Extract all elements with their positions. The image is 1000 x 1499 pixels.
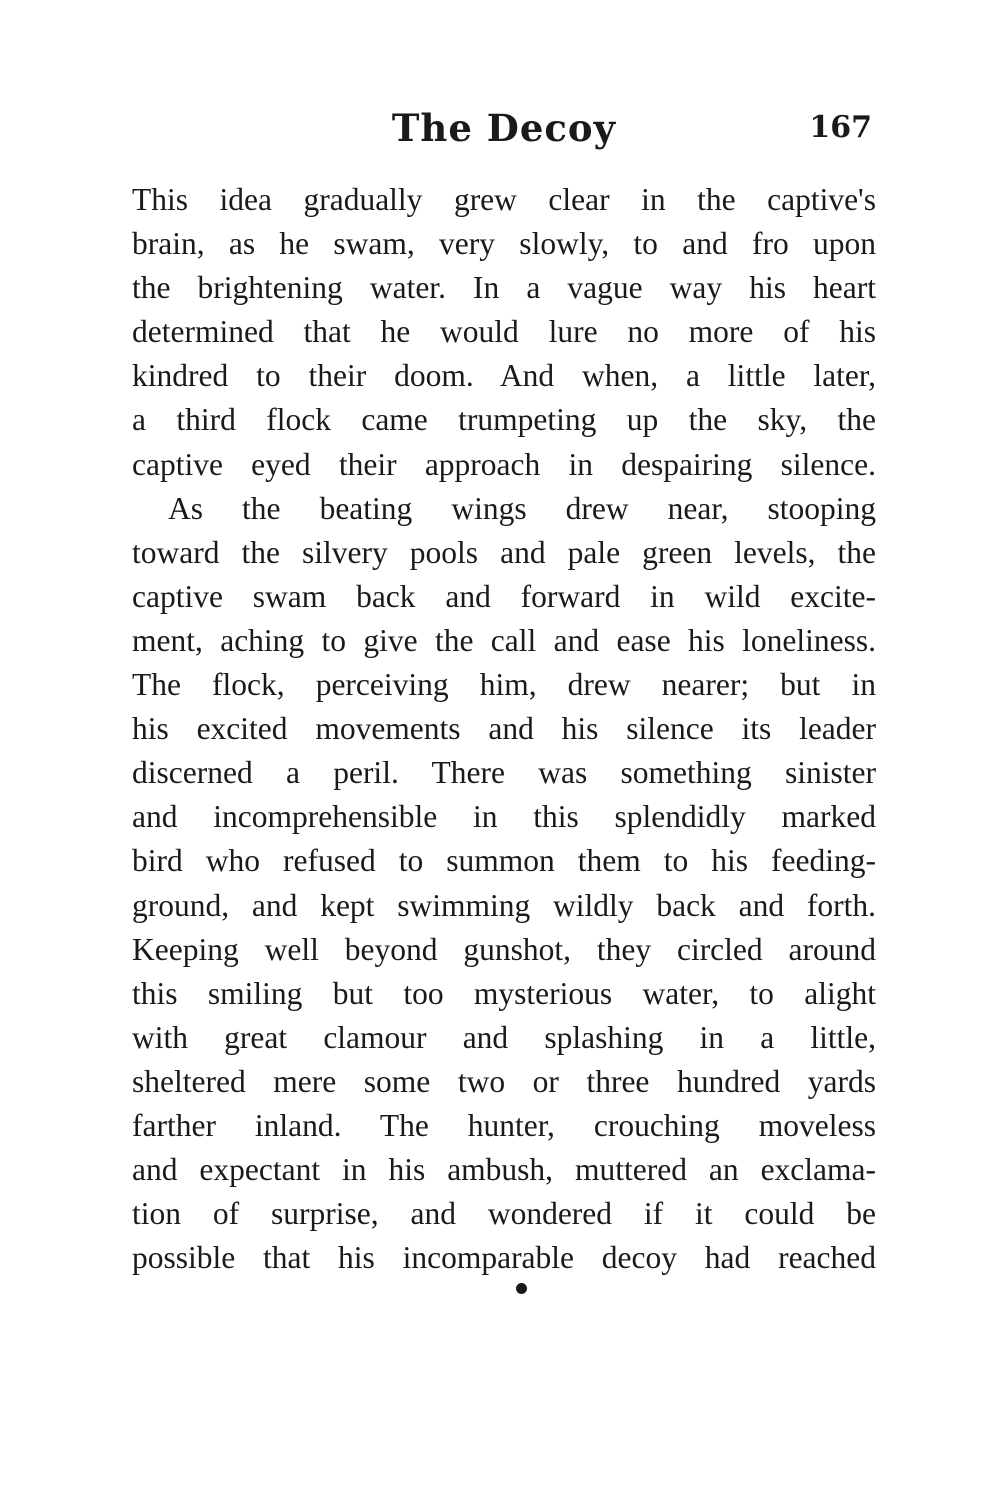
text-line: and incomprehensible in this splendidly marked bbox=[132, 799, 876, 835]
running-title: The Decoy bbox=[391, 106, 617, 150]
text-line: bird who refused to summon them to his feeding- bbox=[132, 843, 876, 879]
text-line: this smiling but too mysterious water, to alight bbox=[132, 975, 876, 1011]
paragraph-start-line: As the beating wings drew near, stooping bbox=[168, 490, 876, 526]
text-line: The flock, perceiving him, drew nearer; but in bbox=[132, 667, 876, 703]
text-line: captive swam back and forward in wild excite- bbox=[132, 578, 876, 614]
text-line: toward the silvery pools and pale green levels, the bbox=[132, 534, 876, 570]
page-number: 167 bbox=[809, 110, 872, 145]
ink-speck bbox=[516, 1283, 527, 1294]
text-line: with great clamour and splashing in a little, bbox=[132, 1019, 876, 1055]
text-line: a third flock came trumpeting up the sky, the bbox=[132, 402, 876, 438]
body-text bbox=[132, 178, 876, 1280]
text-line: ground, and kept swimming wildly back and forth. bbox=[132, 887, 876, 923]
text-line: sheltered mere some two or three hundred yards bbox=[132, 1063, 876, 1099]
text-line: possible that his incomparable decoy had reached bbox=[132, 1240, 876, 1276]
text-line: tion of surprise, and wondered if it could be bbox=[132, 1196, 876, 1232]
text-line: brain, as he swam, very slowly, to and fro upon bbox=[132, 226, 876, 262]
text-line: kindred to their doom. And when, a little later, bbox=[132, 358, 876, 394]
text-line: farther inland. The hunter, crouching moveless bbox=[132, 1107, 876, 1143]
text-line: determined that he would lure no more of his bbox=[132, 314, 876, 350]
text-line: and expectant in his ambush, muttered an exclama- bbox=[132, 1152, 876, 1188]
text-line: the brightening water. In a vague way his heart bbox=[132, 270, 876, 306]
text-line: Keeping well beyond gunshot, they circled around bbox=[132, 931, 876, 967]
running-head bbox=[132, 100, 876, 160]
text-line: ment, aching to give the call and ease his loneliness. bbox=[132, 622, 876, 658]
text-line: his excited movements and his silence its leader bbox=[132, 711, 876, 747]
text-line: discerned a peril. There was something sinister bbox=[132, 755, 876, 791]
text-line: This idea gradually grew clear in the captive's bbox=[132, 182, 876, 217]
text-line: captive eyed their approach in despairing silence. bbox=[132, 446, 876, 482]
